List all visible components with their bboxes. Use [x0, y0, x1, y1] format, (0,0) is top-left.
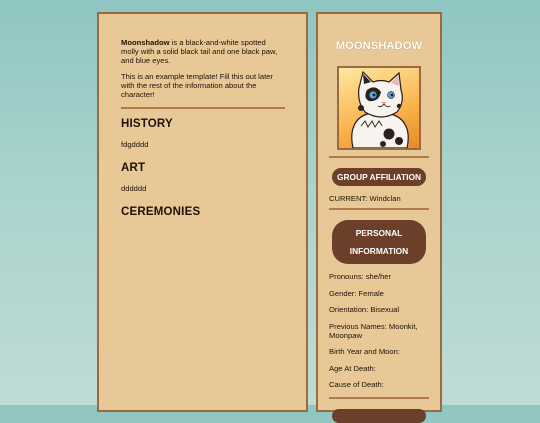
personal-stats-list [329, 272, 429, 389]
current-group: CURRENT: Windclan [329, 194, 401, 203]
character-name-heading: MOONSHADOW [335, 40, 423, 52]
stat-orientation: Orientation: Bisexual [329, 305, 400, 314]
stat-previous-names: Previous Names: Moonkit, Moonpaw [329, 321, 418, 340]
personal-information-header: PERSONAL INFORMATION [332, 220, 426, 264]
intro-description: is a black-and-white spotted molly with a solid black tail and one black paw, and blue eyes. [121, 38, 278, 66]
next-section-header [332, 409, 426, 423]
stat-cause-of-death: Cause of Death: [329, 380, 384, 389]
main-panel [97, 12, 308, 412]
stat-gender: Gender: Female [329, 288, 384, 298]
section-title-ceremonies: CEREMONIES [121, 206, 201, 219]
section-title-art: ART [121, 162, 146, 175]
section-text-art: dddddd [121, 184, 147, 194]
section-text-history: fdgdddd [121, 140, 149, 150]
stat-age-at-death: Age At Death: [329, 363, 376, 373]
intro-note: This is an example template! Fill this out later with the rest of the information about the character! [121, 71, 273, 100]
stat-pronouns: Pronouns: she/her [329, 272, 392, 281]
intro-character-name: Moonshadow [121, 38, 170, 47]
info-sidebar [316, 12, 442, 412]
stat-birth-year: Birth Year and Moon: [329, 347, 400, 356]
sidebar-divider [329, 156, 429, 158]
sidebar-divider [329, 397, 429, 399]
cat-portrait-image [339, 68, 419, 148]
character-portrait [337, 66, 421, 150]
sidebar-divider [329, 208, 429, 210]
intro-paragraph [121, 38, 285, 66]
section-title-history: HISTORY [121, 118, 173, 131]
group-affiliation-header: GROUP AFFILIATION [332, 168, 426, 186]
divider [121, 107, 285, 109]
